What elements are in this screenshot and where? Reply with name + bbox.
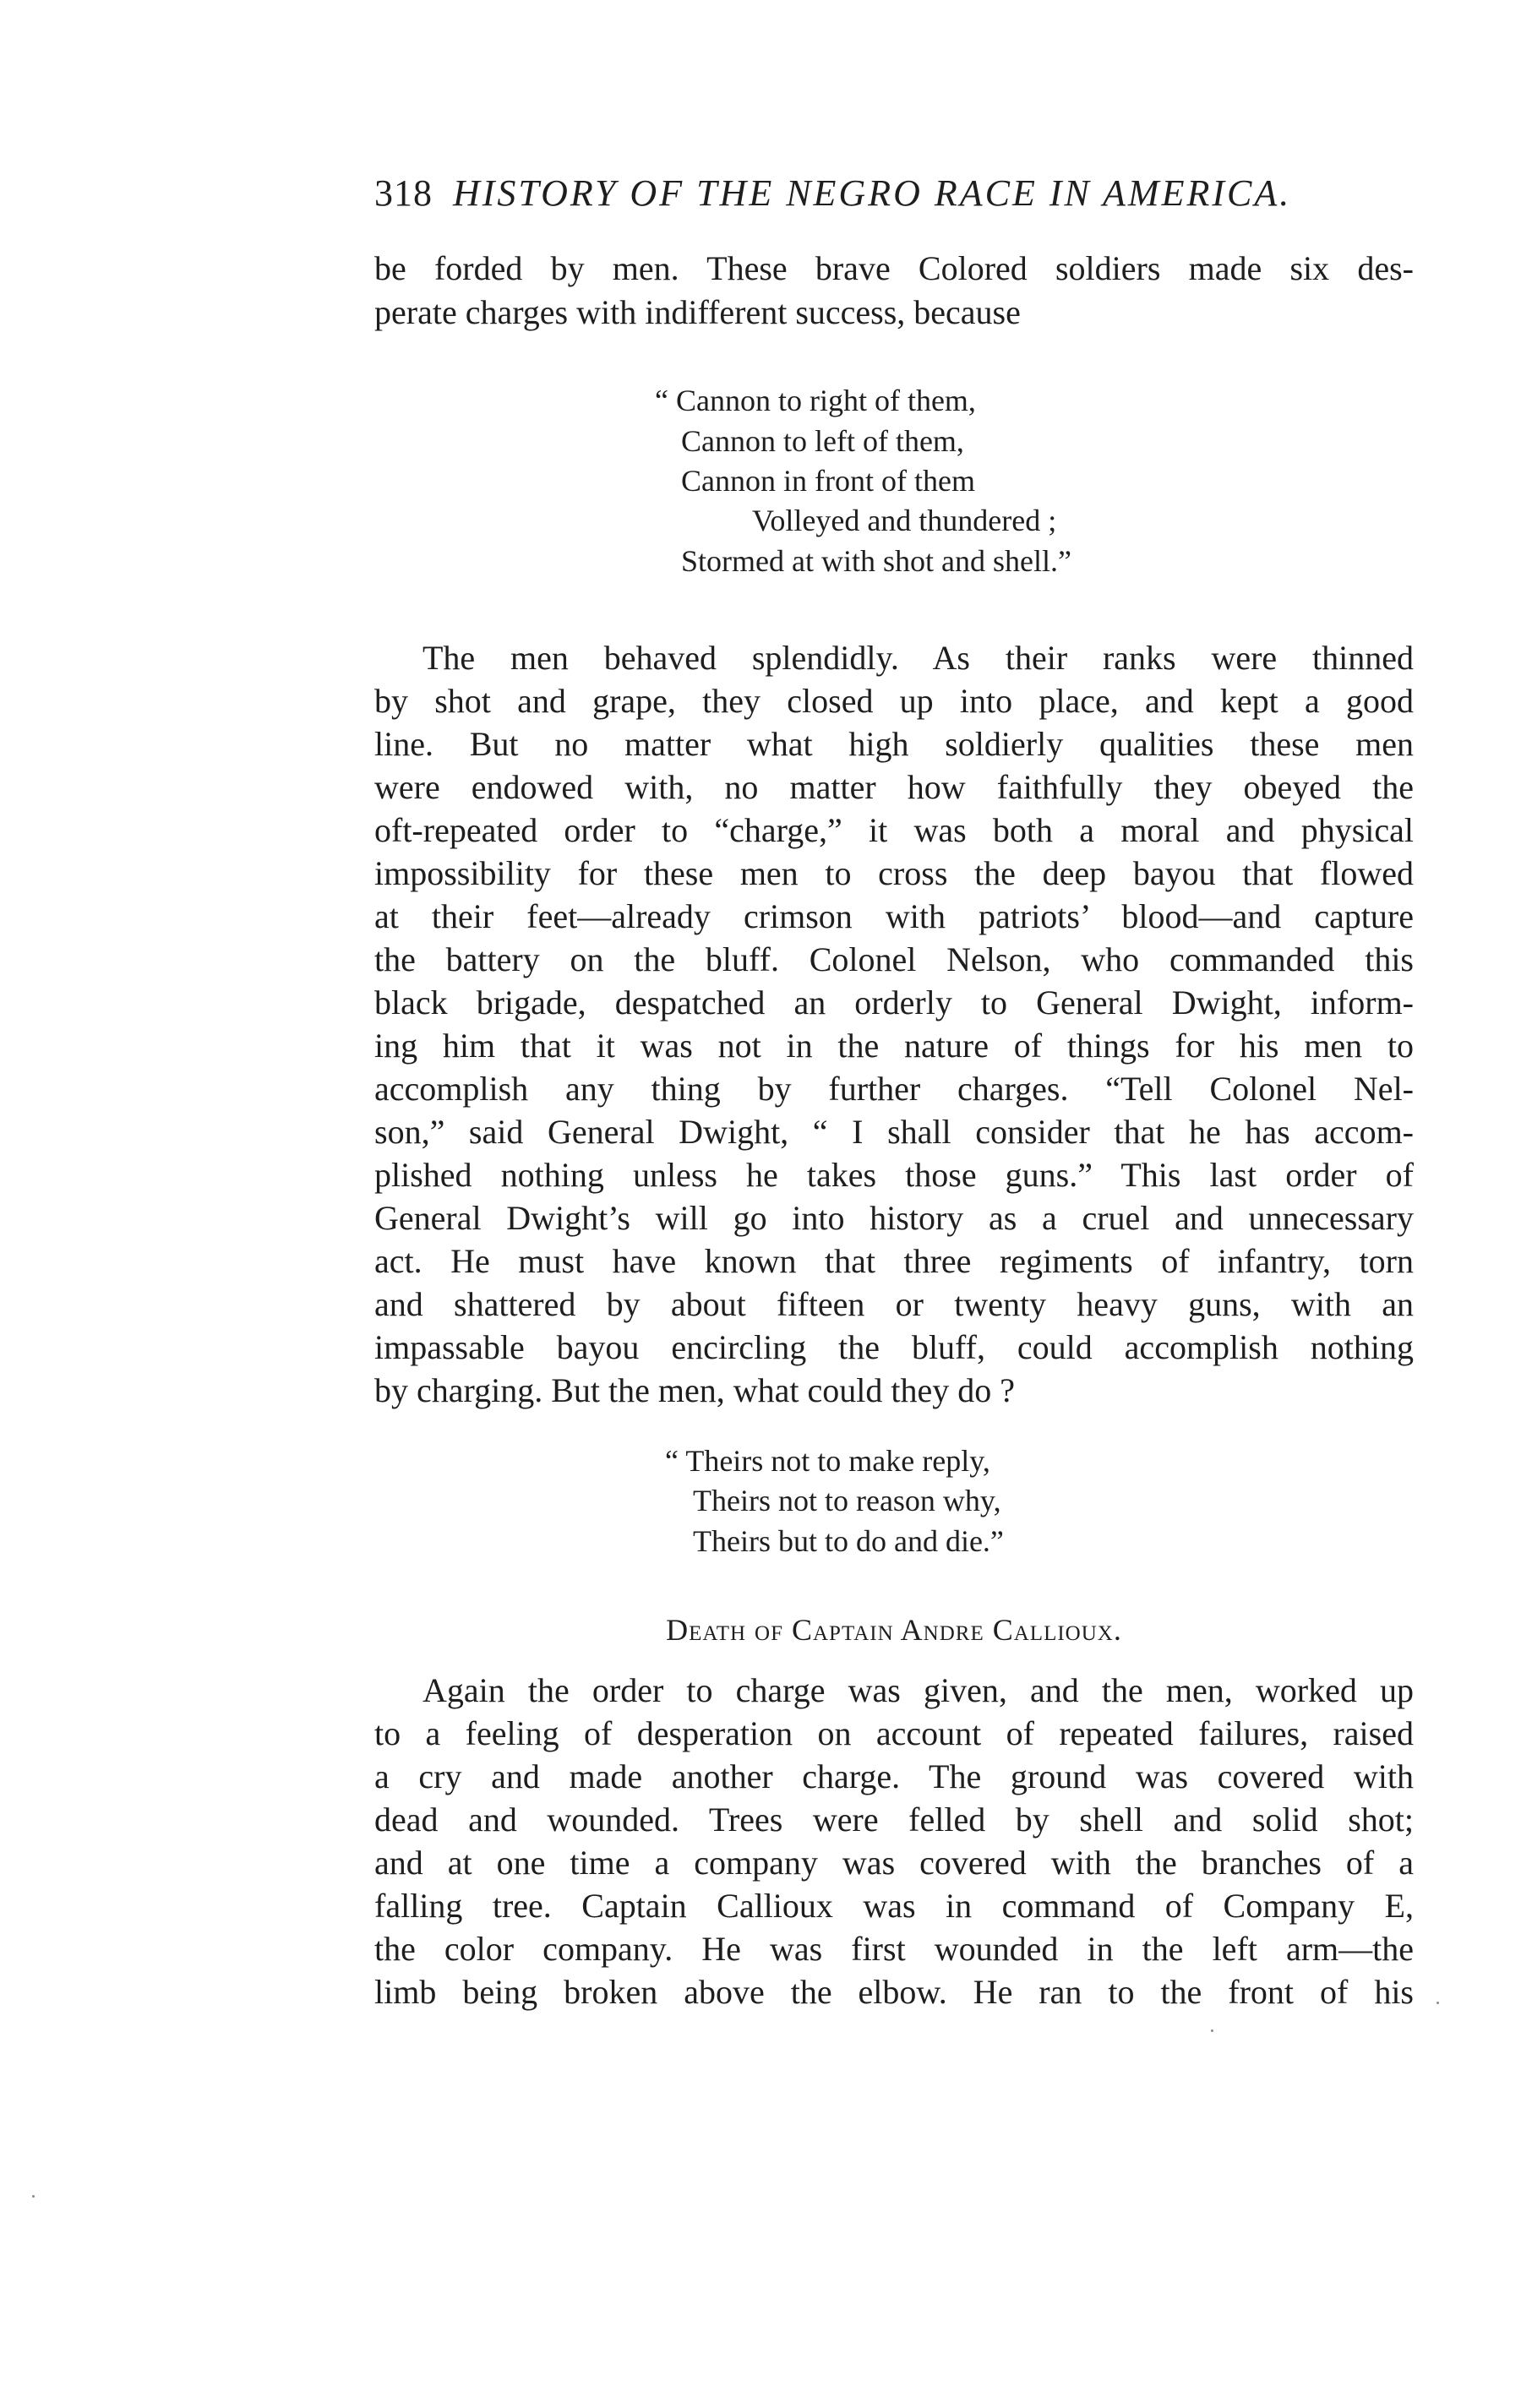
- text-line: to a feeling of desperation on account of repeated failures, raised: [374, 1714, 1414, 1752]
- text-line: by charging. But the men, what could they do ?: [374, 1371, 1015, 1409]
- verse-line: Cannon in front of them: [681, 464, 975, 498]
- text-line: be forded by men. These brave Colored soldiers made six des-: [374, 249, 1414, 287]
- text-line: oft-repeated order to “charge,” it was both a moral and physical: [374, 811, 1414, 849]
- text-line: plished nothing unless he takes those guns.” This last order of: [374, 1156, 1414, 1194]
- text-line: were endowed with, no matter how faithfully they obeyed the: [374, 768, 1414, 806]
- text-line: and at one time a company was covered with the branches of a: [374, 1844, 1414, 1882]
- text-line: act. He must have known that three regiments of infantry, torn: [374, 1242, 1414, 1280]
- text-line: impassable bayou encircling the bluff, could accomplish nothing: [374, 1328, 1414, 1366]
- verse-line: Cannon to left of them,: [681, 424, 964, 458]
- scan-speck: [1436, 2002, 1439, 2004]
- text-line: dead and wounded. Trees were felled by shell and solid shot;: [374, 1801, 1414, 1839]
- text-line: at their feet—already crimson with patriots’ blood—and capture: [374, 897, 1414, 935]
- text-line: The men behaved splendidly. As their ranks were thinned: [422, 639, 1414, 677]
- running-head: [374, 172, 1291, 215]
- text-line: impossibility for these men to cross the deep bayou that flowed: [374, 854, 1414, 892]
- text-line: General Dwight’s will go into history as a cruel and unnecessary: [374, 1199, 1414, 1237]
- scan-speck: [1211, 2029, 1213, 2032]
- text-line: black brigade, despatched an orderly to General Dwight, inform-: [374, 983, 1414, 1021]
- verse-line: Volleyed and thundered ;: [752, 504, 1057, 537]
- text-line: the battery on the bluff. Colonel Nelson, who commanded this: [374, 940, 1414, 978]
- verse-line: Stormed at with shot and shell.”: [681, 544, 1071, 578]
- text-line: limb being broken above the elbow. He ran to the front of his: [374, 1973, 1414, 2011]
- text-line: ing him that it was not in the nature of things for his men to: [374, 1027, 1414, 1065]
- text-line: accomplish any thing by further charges. “Tell Colonel Nel-: [374, 1070, 1414, 1108]
- verse-line: Theirs not to reason why,: [693, 1484, 1001, 1517]
- text-line: line. But no matter what high soldierly qualities these men: [374, 725, 1414, 763]
- running-title: HISTORY OF THE NEGRO RACE IN AMERICA.: [453, 172, 1292, 214]
- section-heading: Death of Captain Andre Callioux.: [666, 1613, 1122, 1647]
- page-number: 318: [374, 172, 433, 214]
- verse-line: Theirs but to do and die.”: [693, 1524, 1004, 1558]
- text-line: perate charges with indifferent success, because: [374, 293, 1021, 331]
- text-line: a cry and made another charge. The ground was covered with: [374, 1757, 1414, 1795]
- text-line: and shattered by about fifteen or twenty heavy guns, with an: [374, 1285, 1414, 1323]
- text-line: the color company. He was first wounded in the left arm—the: [374, 1930, 1414, 1968]
- verse-line: “ Theirs not to make reply,: [665, 1444, 990, 1478]
- text-line: son,” said General Dwight, “ I shall consider that he has accom-: [374, 1113, 1414, 1151]
- text-line: Again the order to charge was given, and the men, worked up: [422, 1671, 1414, 1709]
- text-line: falling tree. Captain Callioux was in command of Company E,: [374, 1887, 1414, 1925]
- verse-line: “ Cannon to right of them,: [655, 384, 976, 417]
- text-line: by shot and grape, they closed up into place, and kept a good: [374, 682, 1414, 720]
- scan-speck: [32, 2195, 35, 2198]
